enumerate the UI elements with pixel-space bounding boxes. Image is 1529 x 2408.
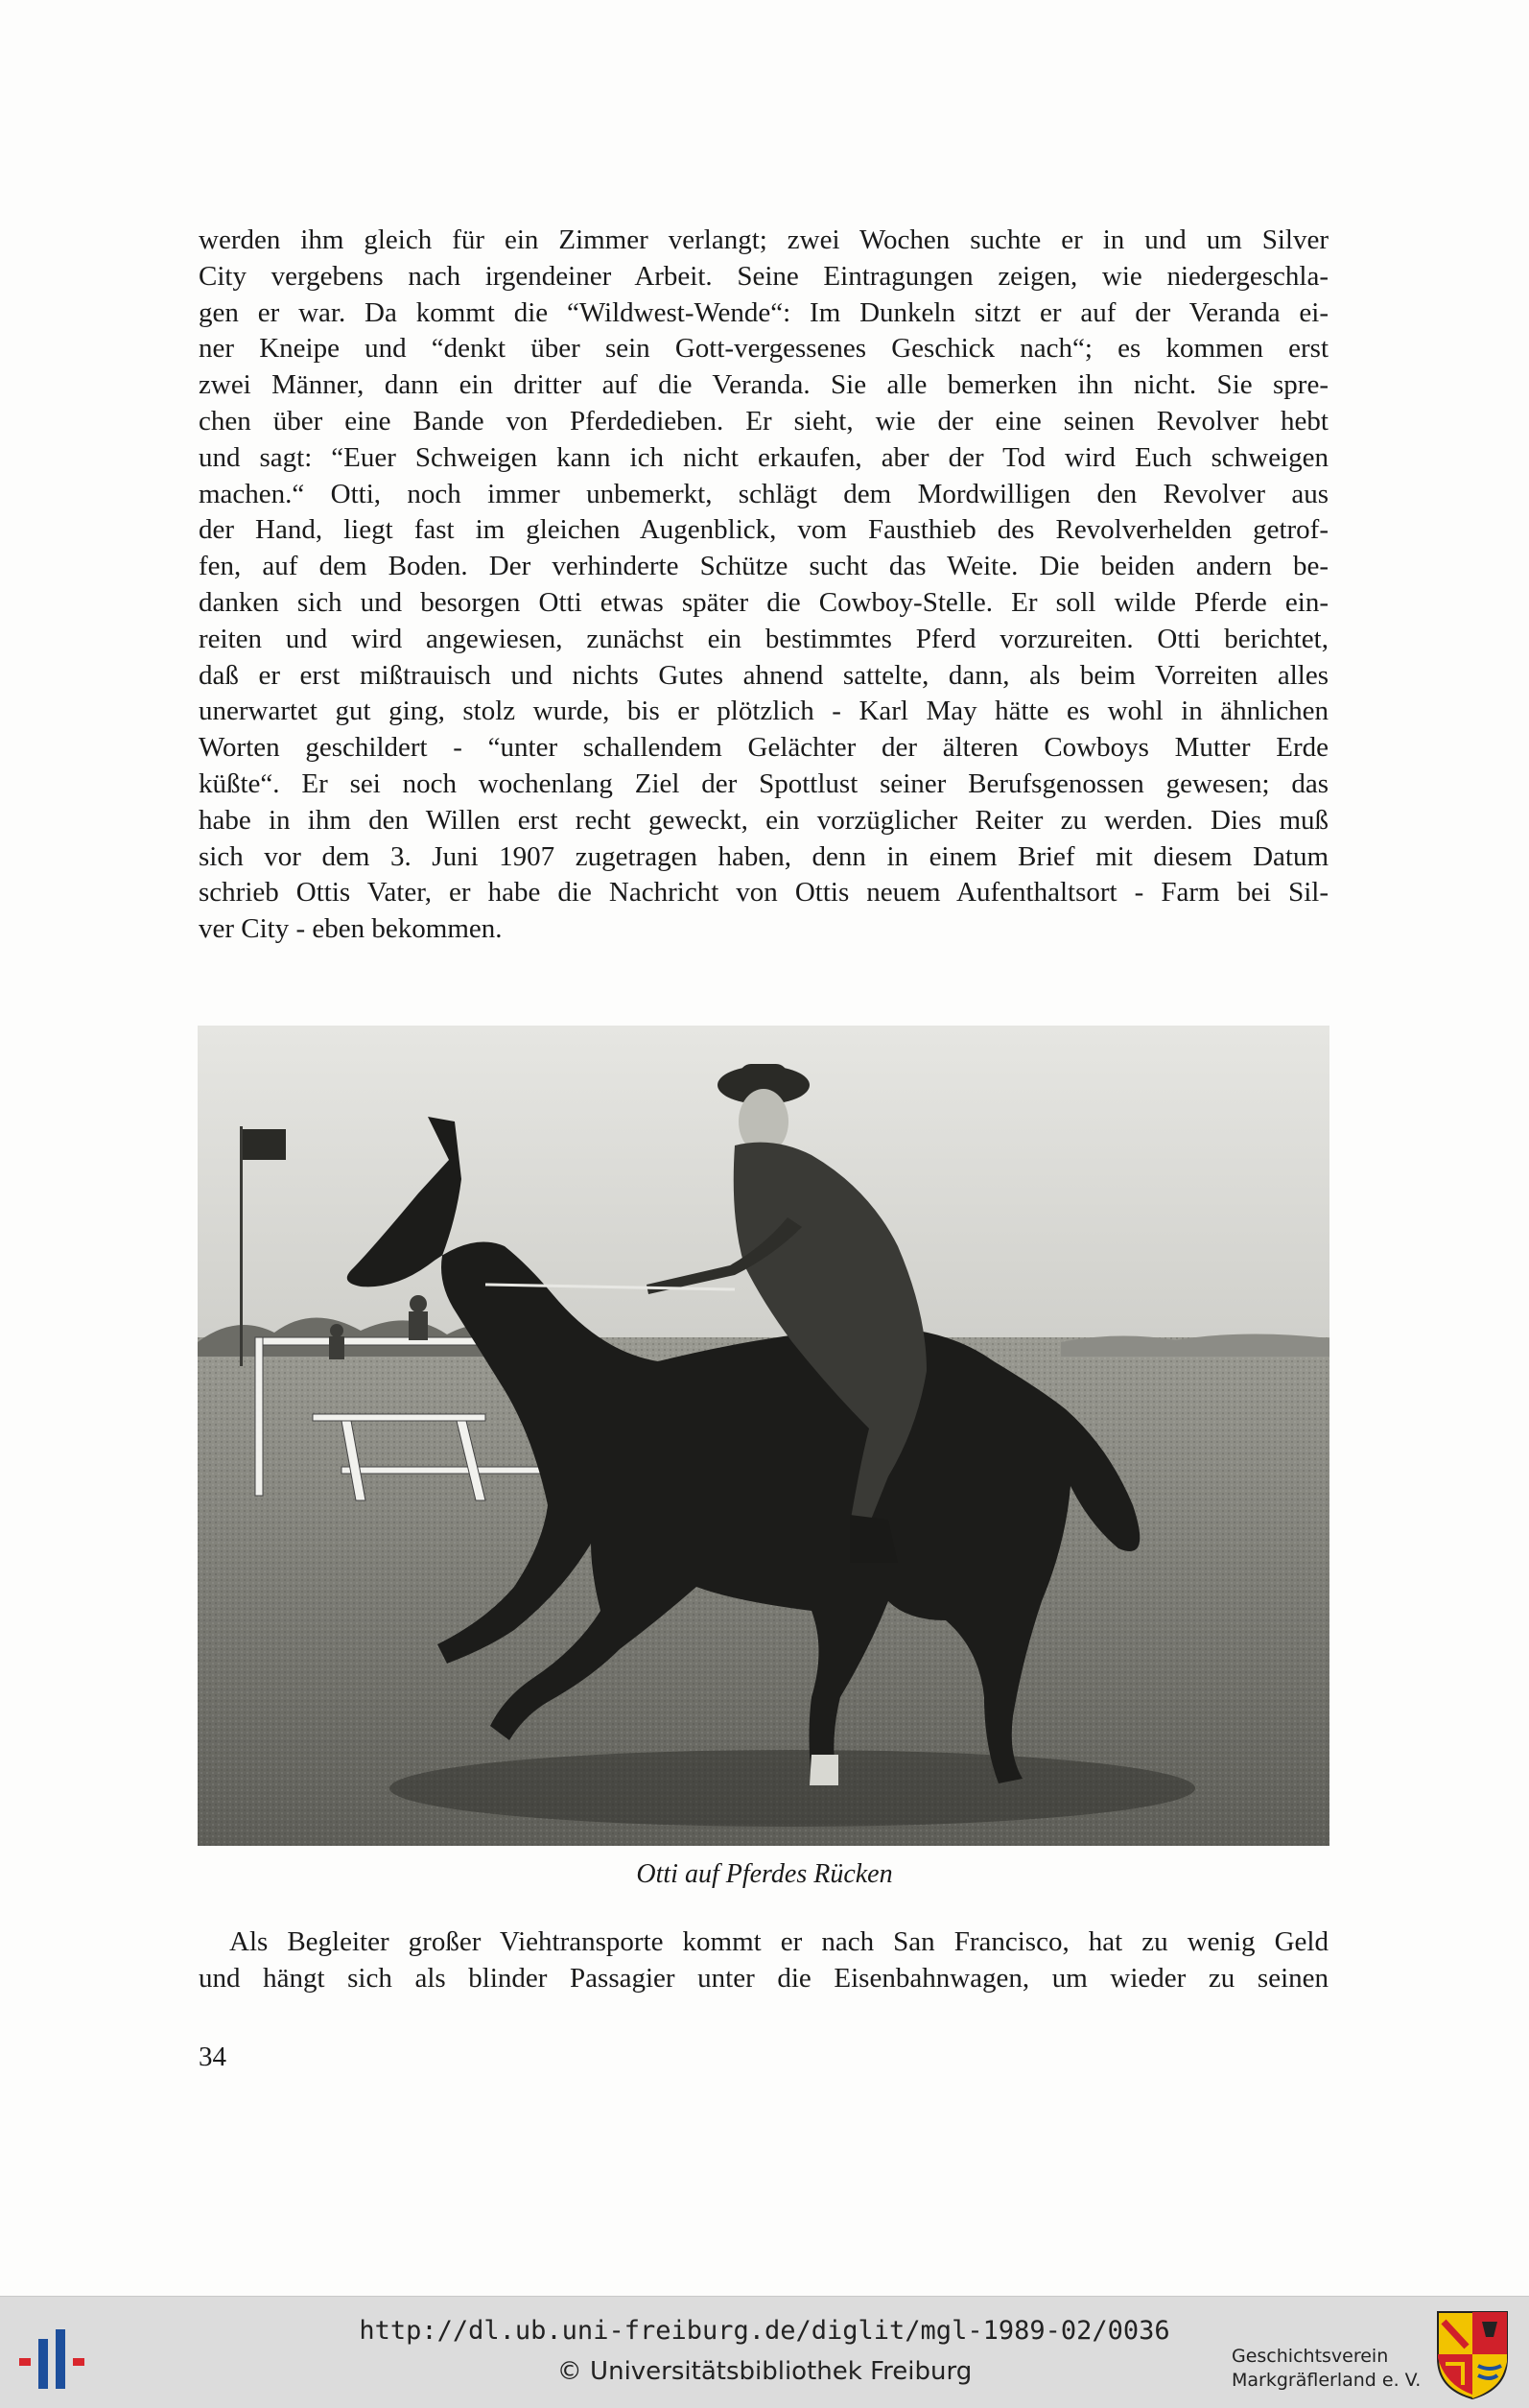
copyright-notice: © Universitätsbibliothek Freiburg	[556, 2357, 973, 2386]
society-name	[1232, 2345, 1421, 2393]
coat-of-arms-icon[interactable]	[1434, 2308, 1511, 2400]
body-paragraph-2	[199, 1924, 1329, 1997]
text-line: ver City - eben bekommen.	[199, 913, 503, 945]
photograph-rider-on-horse	[198, 1026, 1329, 1846]
text-line: sich vor dem 3. Juni 1907 zugetragen haben, denn in einem Brief mit diesem Datum	[199, 840, 1329, 872]
text-line: gen er war. Da kommt die “Wildwest-Wende“: Im Dunkeln sitzt er auf der Veranda ei-	[199, 296, 1329, 328]
page-number: 34	[199, 2042, 226, 2072]
text-line: danken sich und besorgen Otti etwas später die Cowboy-Stelle. Er soll wilde Pferde ein-	[199, 586, 1329, 618]
text-line: und sagt: “Euer Schweigen kann ich nicht erkaufen, aber der Tod wird Euch schweigen	[199, 441, 1329, 473]
text-line: der Hand, liegt fast im gleichen Augenblick, vom Fausthieb des Revolverhelden getrof-	[199, 514, 1329, 546]
society-name-line2: Markgräflerland e. V.	[1232, 2370, 1422, 2391]
text-line: chen über eine Bande von Pferdedieben. Er sieht, wie der eine seinen Revolver hebt	[199, 405, 1329, 437]
text-line: daß er erst mißtrauisch und nichts Gutes ahnend sattelte, dann, als beim Vorreiten alles	[199, 659, 1329, 691]
photo-illustration	[198, 1026, 1329, 1846]
text-line: zwei Männer, dann ein dritter auf die Veranda. Sie alle bemerken ihn nicht. Sie spre-	[199, 369, 1329, 401]
text-line: Worten geschildert - “unter schallendem Gelächter der älteren Cowboys Mutter Erde	[199, 732, 1329, 764]
viewer-footer	[0, 2296, 1529, 2408]
text-line: machen.“ Otti, noch immer unbemerkt, schlägt dem Mordwilligen den Revolver aus	[199, 478, 1329, 509]
text-line: City vergebens nach irgendeiner Arbeit. Seine Eintragungen zeigen, wie niedergeschla-	[199, 260, 1329, 292]
text-line: Als Begleiter großer Viehtransporte kommt er nach San Francisco, hat zu wenig Geld	[229, 1926, 1329, 1957]
text-line: ner Kneipe und “denkt über sein Gott-vergessenes Geschick nach“; es kommen erst	[199, 333, 1329, 365]
text-line: schrieb Ottis Vater, er habe die Nachricht von Ottis neuem Aufenthaltsort - Farm bei Sil-	[199, 877, 1329, 909]
body-paragraph-1	[199, 223, 1329, 948]
text-line: reiten und wird angewiesen, zunächst ein bestimmtes Pferd vorzureiten. Otti berichtet,	[199, 623, 1329, 654]
text-line: fen, auf dem Boden. Der verhinderte Schütze sucht das Weite. Die beiden andern be-	[199, 551, 1329, 582]
text-line: habe in ihm den Willen erst recht geweckt, ein vorzüglicher Reiter zu werden. Dies muß	[199, 804, 1329, 836]
text-line: unerwartet gut ging, stolz wurde, bis er plötzlich - Karl May hätte es wohl in ähnlichen	[199, 696, 1329, 727]
text-line: werden ihm gleich für ein Zimmer verlangt; zwei Wochen suchte er in und um Silver	[199, 224, 1329, 255]
text-line: küßte“. Er sei noch wochenlang Ziel der Spottlust seiner Berufsgenossen gewesen; das	[199, 767, 1329, 799]
photo-caption: Otti auf Pferdes Rücken	[636, 1859, 893, 1889]
society-name-line1: Geschichtsverein	[1232, 2346, 1389, 2367]
permalink-url[interactable]: http://dl.ub.uni-freiburg.de/diglit/mgl-1989-02/0036	[359, 2316, 1170, 2346]
text-line: und hängt sich als blinder Passagier unter die Eisenbahnwagen, um wieder zu seinen	[199, 1962, 1329, 1994]
